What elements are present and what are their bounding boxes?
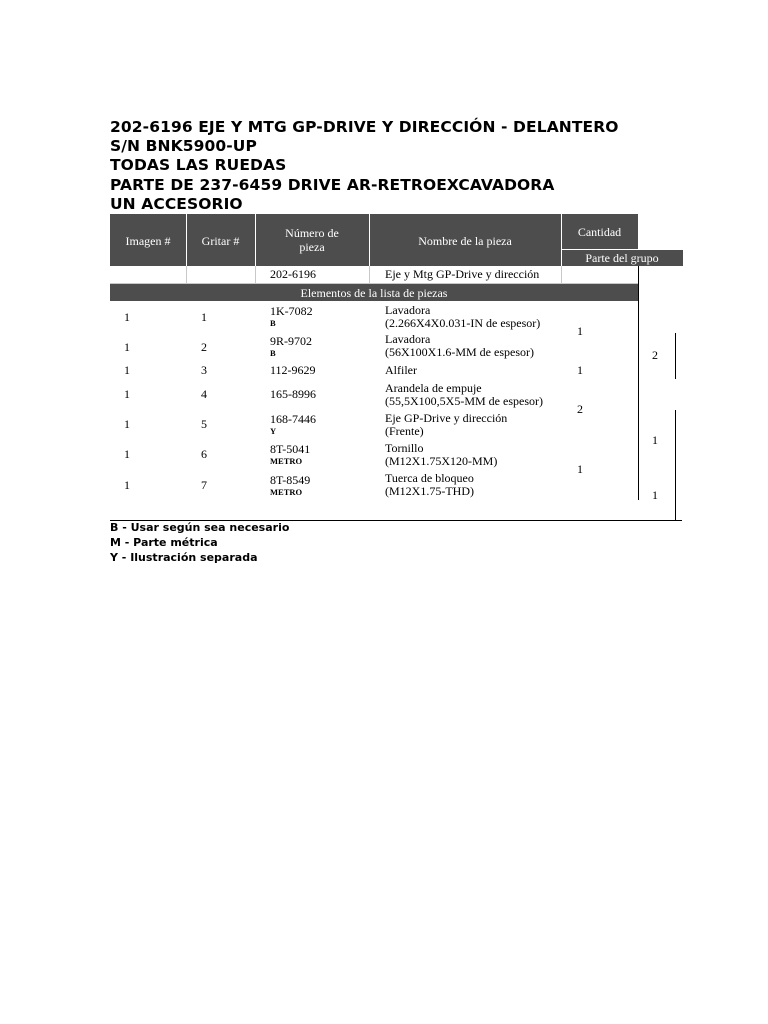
group-quantity-cell: 1 xyxy=(652,433,658,447)
header-group-part: Parte del grupo xyxy=(585,251,659,265)
title-line-5: UN ACCESORIO xyxy=(110,195,243,213)
legend-b: B - Usar según sea necesario xyxy=(110,521,290,534)
quantity-cell: 2 xyxy=(577,402,583,416)
header-image: Imagen # xyxy=(125,234,171,248)
header-part-number-line1: Número de xyxy=(285,226,339,240)
quantity-cell: 1 xyxy=(577,324,583,338)
header-quantity: Cantidad xyxy=(577,225,622,239)
header-shout: Gritar # xyxy=(201,234,240,248)
header-part-number-line2: pieza xyxy=(299,240,325,254)
group-part-name: Eje y Mtg GP-Drive y dirección xyxy=(385,267,540,281)
table-border-line xyxy=(675,410,676,520)
table-border-line xyxy=(675,333,676,379)
header-part-name: Nombre de la pieza xyxy=(418,234,512,248)
section-label: Elementos de la lista de piezas xyxy=(300,286,448,300)
title-line-1: 202-6196 EJE Y MTG GP-DRIVE Y DIRECCIÓN - DELANTERO xyxy=(110,118,619,136)
quantity-cell: 1 xyxy=(577,462,583,476)
legend-y: Y - Ilustración separada xyxy=(110,551,258,564)
serial-range: S/N BNK5900-UP xyxy=(110,137,257,155)
group-quantity-cell: 1 xyxy=(652,488,658,502)
title-line-3: TODAS LAS RUEDAS xyxy=(110,156,287,174)
title-line-4: PARTE DE 237-6459 DRIVE AR-RETROEXCAVADORA xyxy=(110,176,555,194)
group-quantity-cell: 2 xyxy=(652,348,658,362)
parts-table: Imagen # Gritar # Número de pieza Nombre de la pieza Cantidad Parte del grupo 202-6196 Eje y Mtg GP-Drive y dirección Elementos de la lista de piezas 1 1 1K-7082 B Lavadora (2.266X4X0.031-IN de espesor) 1 2 9R-9702 B Lavadora (56X100X1.6-MM de espesor) 1 3 112-9629 Alfiler 1 4 165-8996 Arandela de empuje (55,5X100,5X5-MM de espesor) 1 5 168-7446 Y Eje GP-Drive y dirección (Frente) 1 6 8T-5041 METRO Tornillo (M12X1.75X120-MM) 1 7 8T-8549 METRO Tuerca de bloqueo (M12X1.75-THD) 1 1 2 1 2 1 1 xyxy=(0,0,768,1024)
group-part-number: 202-6196 xyxy=(270,267,316,281)
legend-m: M - Parte métrica xyxy=(110,536,218,549)
table-border-line xyxy=(638,266,639,500)
quantity-cell: 1 xyxy=(577,363,583,377)
